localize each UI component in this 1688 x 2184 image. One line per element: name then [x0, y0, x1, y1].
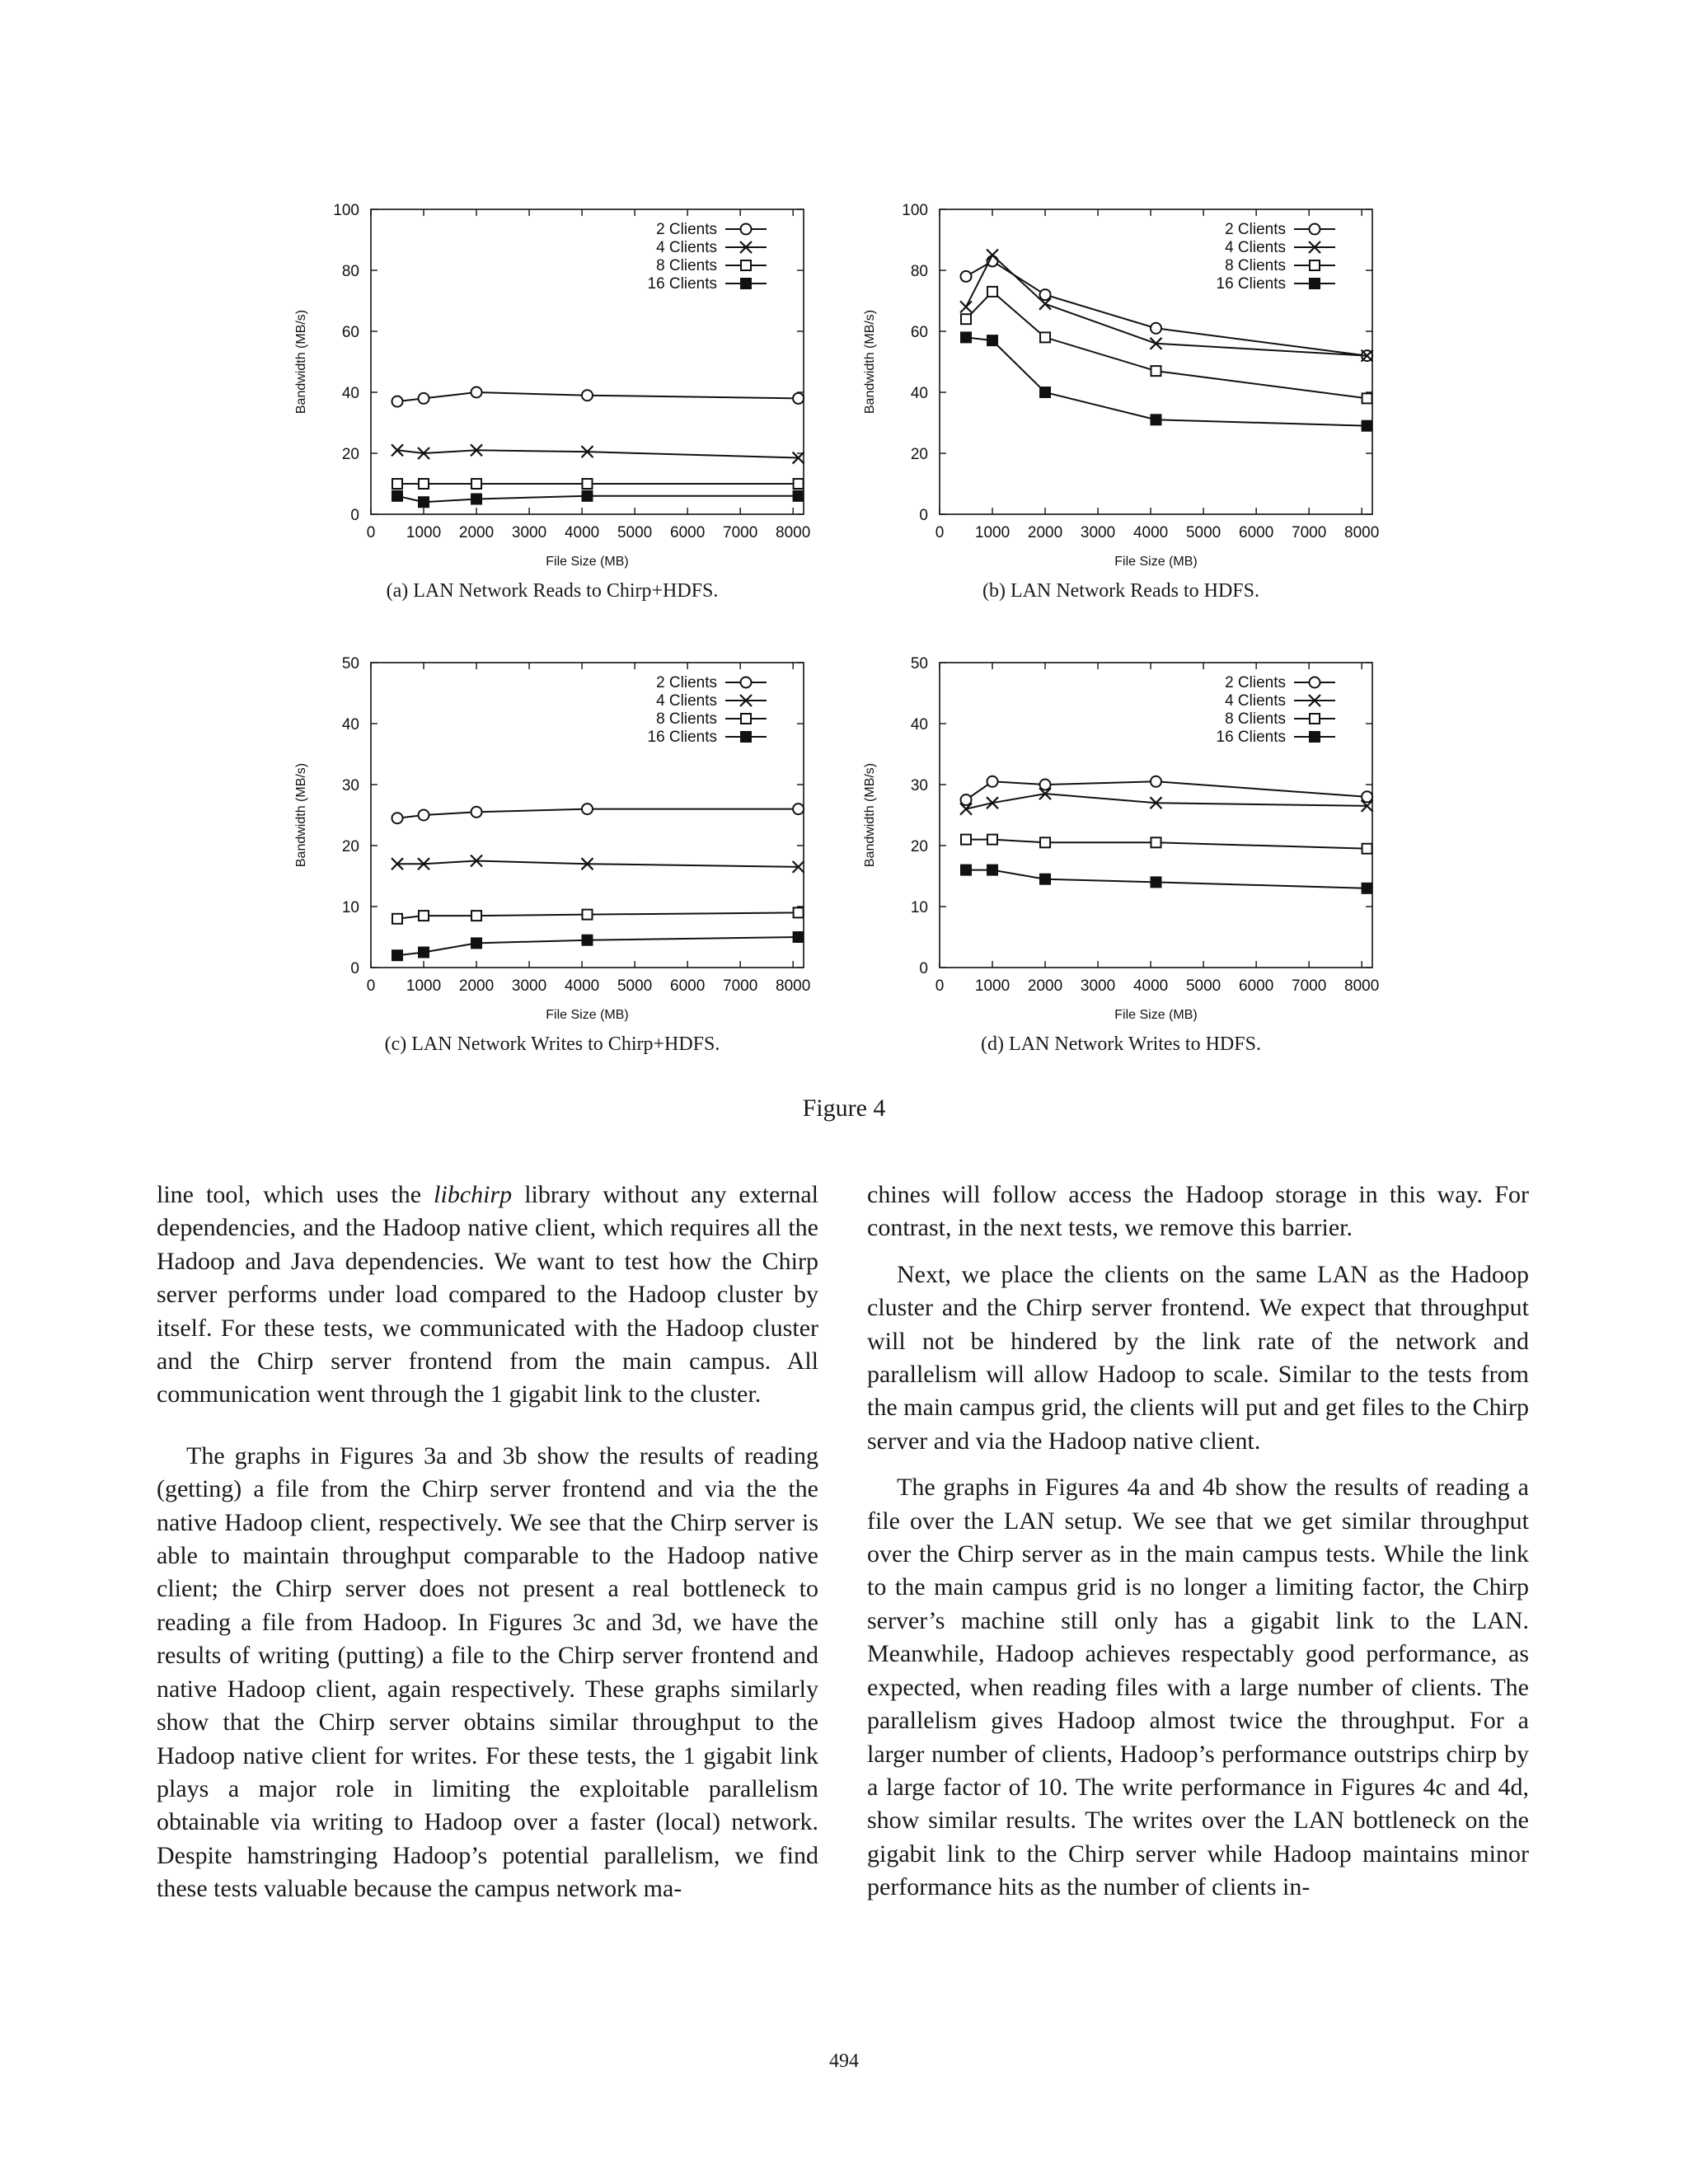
- legend-marker-circle: [741, 224, 752, 235]
- x-tick-label: 6000: [1239, 977, 1274, 995]
- y-tick-label: 0: [919, 960, 928, 977]
- data-point-circle: [419, 810, 429, 821]
- legend-label: 8 Clients: [656, 710, 717, 728]
- data-point-circle: [471, 807, 482, 818]
- data-point-square: [1362, 393, 1372, 403]
- data-point-circle: [471, 387, 482, 398]
- y-tick-label: 20: [341, 838, 359, 855]
- data-point-square: [961, 835, 971, 845]
- right-paragraph-3: The graphs in Figures 4a and 4b show the results of reading a file over the LAN setup. We see that we get similar throughput over the Chirp server as in the main campus tests. While the link to the main campus grid is no longer a limiting factor, the Chirp server’s machine still only has a gigabit link to the LAN. Meanwhile, Hadoop achieves respectably good performance, as expected, when reading files with a large number of clients. The parallelism gives Hadoop almost twice the throughput. For a larger number of clients, Hadoop’s performance outstrips chirp by a large factor of 10. The write performance in Figures 4c and 4d, show similar results. The writes over the LAN bottleneck on the gigabit link to the Chirp server while Hadoop maintains minor performance hits as the number of clients in-: [867, 1474, 1529, 1901]
- x-tick-label: 5000: [1185, 977, 1221, 995]
- data-point-square: [987, 287, 997, 297]
- series-line-square: [966, 292, 1367, 399]
- x-tick-label: 7000: [723, 977, 758, 995]
- y-tick-label: 20: [910, 838, 928, 855]
- chart-d: [849, 651, 1393, 1030]
- plot-frame: [371, 209, 804, 514]
- data-point-x: [960, 301, 972, 312]
- data-point-square: [1362, 844, 1372, 854]
- legend-label: 16 Clients: [1216, 729, 1286, 746]
- legend-label: 16 Clients: [1216, 275, 1286, 293]
- data-point-filled-square: [1040, 387, 1051, 398]
- y-axis-label: Bandwidth (MB/s): [863, 309, 877, 415]
- data-point-filled-square: [1151, 877, 1161, 888]
- caption-c: (c) LAN Network Writes to Chirp+HDFS.: [384, 1033, 720, 1055]
- series-line-filled-square: [966, 870, 1367, 888]
- data-point-square: [1040, 837, 1050, 847]
- x-tick-label: 8000: [776, 524, 811, 541]
- legend-label: 16 Clients: [647, 275, 717, 293]
- data-point-circle: [1040, 289, 1051, 300]
- legend-marker-square: [741, 260, 751, 270]
- x-tick-label: 3000: [511, 524, 547, 541]
- data-point-square: [1040, 332, 1050, 342]
- data-point-square: [1151, 837, 1161, 847]
- legend-label: 16 Clients: [647, 729, 717, 746]
- y-axis-label: Bandwidth (MB/s): [294, 309, 308, 415]
- legend-marker-square: [1310, 260, 1320, 270]
- legend-label: 4 Clients: [656, 239, 717, 256]
- data-point-circle: [1362, 791, 1372, 802]
- series-line-square: [397, 912, 799, 918]
- data-point-filled-square: [1151, 415, 1161, 425]
- series-line-circle: [966, 261, 1367, 356]
- y-tick-label: 50: [341, 655, 359, 673]
- data-point-circle: [582, 804, 593, 814]
- legend-marker-circle: [1310, 677, 1320, 688]
- data-point-square: [794, 479, 804, 489]
- legend-marker-filled-square: [741, 732, 752, 743]
- chart-b: [849, 198, 1393, 577]
- y-tick-label: 20: [910, 446, 928, 463]
- legend-label: 2 Clients: [1225, 221, 1286, 238]
- series-line-x: [966, 255, 1367, 356]
- data-point-square: [419, 911, 429, 921]
- y-tick-label: 10: [910, 899, 928, 916]
- x-tick-label: 5000: [617, 977, 653, 995]
- x-tick-label: 2000: [1027, 524, 1063, 541]
- x-axis-label: File Size (MB): [546, 555, 629, 569]
- data-point-circle: [793, 804, 804, 814]
- series-line-filled-square: [397, 496, 799, 502]
- data-point-filled-square: [419, 947, 429, 958]
- legend-label: 4 Clients: [656, 692, 717, 710]
- data-point-filled-square: [1362, 883, 1372, 893]
- x-tick-label: 2000: [458, 524, 495, 541]
- data-point-square: [419, 479, 429, 489]
- x-axis-label: File Size (MB): [546, 1008, 629, 1022]
- right-column: [867, 1179, 1529, 1905]
- y-tick-label: 30: [910, 777, 928, 794]
- x-tick-label: 5000: [617, 524, 653, 541]
- series-line-x: [966, 794, 1367, 809]
- data-point-circle: [392, 813, 403, 823]
- x-tick-label: 0: [366, 977, 376, 995]
- x-tick-label: 4000: [564, 977, 600, 995]
- x-tick-label: 1000: [406, 524, 442, 541]
- legend-marker-filled-square: [1310, 279, 1320, 289]
- data-point-filled-square: [471, 938, 482, 949]
- caption-a: (a) LAN Network Reads to Chirp+HDFS.: [386, 580, 719, 602]
- legend-label: 8 Clients: [656, 257, 717, 274]
- left-column: [157, 1179, 818, 1906]
- legend-label: 2 Clients: [1225, 674, 1286, 691]
- series-line-filled-square: [397, 937, 799, 955]
- legend-label: 2 Clients: [656, 674, 717, 691]
- right-paragraph-2: Next, we place the clients on the same LAN as the Hadoop cluster and the Chirp server frontend. We expect that throughput will not be hindered by the link rate of the network and parallelism will allow Hadoop to scale. Similar to the tests from the main campus grid, the clients will put and get files to the Chirp server and via the Hadoop native client.: [867, 1260, 1529, 1455]
- x-tick-label: 0: [935, 977, 945, 995]
- data-point-filled-square: [392, 950, 403, 961]
- x-tick-label: 2000: [458, 977, 495, 995]
- series-line-x: [397, 861, 799, 867]
- x-tick-label: 4000: [1132, 524, 1169, 541]
- data-point-circle: [793, 393, 804, 404]
- y-tick-label: 40: [910, 385, 928, 402]
- legend-label: 4 Clients: [1225, 692, 1286, 710]
- x-axis-label: File Size (MB): [1114, 555, 1198, 569]
- data-point-square: [583, 910, 593, 920]
- x-tick-label: 0: [935, 524, 945, 541]
- y-tick-label: 100: [333, 202, 359, 219]
- data-point-filled-square: [987, 865, 998, 875]
- data-point-square: [987, 835, 997, 845]
- legend-label: 8 Clients: [1225, 710, 1286, 728]
- x-tick-label: 4000: [1132, 977, 1169, 995]
- left-p1-b: library without any external dependencies, and the Hadoop native client, which requires all the Hadoop and Java dependencies. We want to test how the Chirp server performs under load compared to the Hadoop cluster by itself. For these tests, we communicated with the Hadoop cluster and the Chirp server frontend from the main campus. All communication went through the 1 gigabit link to the cluster.: [157, 1181, 818, 1408]
- data-point-circle: [419, 393, 429, 404]
- data-point-filled-square: [582, 935, 593, 945]
- y-tick-label: 0: [350, 507, 359, 524]
- x-tick-label: 3000: [1080, 977, 1116, 995]
- data-point-square: [794, 907, 804, 917]
- x-tick-label: 1000: [406, 977, 442, 995]
- x-tick-label: 3000: [511, 977, 547, 995]
- x-tick-label: 6000: [1239, 524, 1274, 541]
- data-point-filled-square: [961, 865, 972, 875]
- x-tick-label: 7000: [1292, 524, 1327, 541]
- series-line-circle: [397, 392, 799, 401]
- data-point-filled-square: [793, 490, 804, 501]
- x-tick-label: 7000: [723, 524, 758, 541]
- data-point-circle: [392, 396, 403, 407]
- x-tick-label: 3000: [1080, 524, 1116, 541]
- x-tick-label: 2000: [1027, 977, 1063, 995]
- data-point-filled-square: [1040, 874, 1051, 884]
- chart-a: [280, 198, 824, 577]
- left-p1-em: libchirp: [434, 1181, 513, 1208]
- series-line-square: [966, 840, 1367, 849]
- right-paragraph-1: chines will follow access the Hadoop storage in this way. For contrast, in the next tests, we remove this barrier.: [867, 1181, 1529, 1242]
- y-tick-label: 80: [910, 263, 928, 280]
- figure-label: Figure 4: [802, 1094, 886, 1122]
- data-point-circle: [961, 794, 972, 805]
- y-tick-label: 20: [341, 446, 359, 463]
- data-point-filled-square: [1362, 420, 1372, 431]
- x-tick-label: 0: [366, 524, 376, 541]
- legend-marker-square: [1310, 714, 1320, 724]
- x-tick-label: 8000: [776, 977, 811, 995]
- legend-marker-square: [741, 714, 751, 724]
- data-point-circle: [961, 271, 972, 282]
- legend-label: 4 Clients: [1225, 239, 1286, 256]
- series-line-filled-square: [966, 337, 1367, 425]
- y-tick-label: 30: [341, 777, 359, 794]
- series-line-x: [397, 450, 799, 457]
- data-point-filled-square: [419, 497, 429, 508]
- data-point-filled-square: [961, 332, 972, 343]
- x-axis-label: File Size (MB): [1114, 1008, 1198, 1022]
- legend-marker-circle: [741, 677, 752, 688]
- y-tick-label: 0: [350, 960, 359, 977]
- data-point-filled-square: [987, 335, 998, 346]
- caption-b: (b) LAN Network Reads to HDFS.: [982, 580, 1259, 602]
- y-tick-label: 0: [919, 507, 928, 524]
- plot-frame: [940, 663, 1372, 968]
- data-point-circle: [1040, 780, 1051, 790]
- data-point-filled-square: [471, 494, 482, 504]
- data-point-square: [392, 914, 402, 924]
- legend-marker-filled-square: [741, 279, 752, 289]
- x-tick-label: 6000: [670, 977, 706, 995]
- data-point-square: [392, 479, 402, 489]
- chart-a-plot: [280, 198, 824, 577]
- y-tick-label: 100: [902, 202, 928, 219]
- plot-frame: [940, 209, 1372, 514]
- y-tick-label: 10: [341, 899, 359, 916]
- x-tick-label: 8000: [1344, 524, 1380, 541]
- chart-b-plot: [849, 198, 1393, 577]
- y-tick-label: 40: [341, 385, 359, 402]
- x-tick-label: 6000: [670, 524, 706, 541]
- x-tick-label: 4000: [564, 524, 600, 541]
- y-tick-label: 60: [341, 324, 359, 341]
- x-tick-label: 1000: [974, 977, 1010, 995]
- x-tick-label: 5000: [1185, 524, 1221, 541]
- x-tick-label: 7000: [1292, 977, 1327, 995]
- chart-c: [280, 651, 824, 1030]
- data-point-filled-square: [793, 932, 804, 943]
- y-tick-label: 60: [910, 324, 928, 341]
- data-point-circle: [1151, 323, 1161, 334]
- y-tick-label: 80: [341, 263, 359, 280]
- series-line-circle: [397, 809, 799, 818]
- data-point-circle: [1151, 776, 1161, 787]
- y-axis-label: Bandwidth (MB/s): [294, 762, 308, 868]
- y-axis-label: Bandwidth (MB/s): [863, 762, 877, 868]
- x-tick-label: 8000: [1344, 977, 1380, 995]
- y-tick-label: 40: [910, 716, 928, 733]
- left-paragraph-1: [157, 1179, 818, 1412]
- left-p1-a: line tool, which uses the: [157, 1181, 434, 1208]
- data-point-filled-square: [582, 490, 593, 501]
- x-tick-label: 1000: [974, 524, 1010, 541]
- legend-label: 8 Clients: [1225, 257, 1286, 274]
- legend-label: 2 Clients: [656, 221, 717, 238]
- left-paragraph-2: The graphs in Figures 3a and 3b show the results of reading (getting) a file from the Chirp server frontend and via the the native Hadoop client, respectively. We see that the Chirp server is able to maintain throughput comparable to the Hadoop native client; the Chirp server does not present a real bottleneck to reading a file from Hadoop. In Figures 3c and 3d, we have the results of writing (putting) a file to the Chirp server frontend and native Hadoop client, again respectively. These graphs similarly show that the Chirp server obtains similar throughput to the Hadoop native client for writes. For these tests, the 1 gigabit link plays a major role in limiting the exploitable parallelism obtainable via writing to Hadoop over a faster (local) network. Despite hamstringing Hadoop’s potential parallelism, we find these tests valuable because the campus network ma-: [157, 1441, 818, 1903]
- legend-marker-circle: [1310, 224, 1320, 235]
- data-point-square: [471, 479, 481, 489]
- data-point-circle: [582, 390, 593, 401]
- chart-d-plot: [849, 651, 1393, 1030]
- data-point-square: [471, 911, 481, 921]
- data-point-filled-square: [392, 490, 403, 501]
- chart-c-plot: [280, 651, 824, 1030]
- caption-d: (d) LAN Network Writes to HDFS.: [981, 1033, 1261, 1055]
- data-point-square: [1151, 366, 1161, 376]
- legend-marker-filled-square: [1310, 732, 1320, 743]
- y-tick-label: 50: [910, 655, 928, 673]
- y-tick-label: 40: [341, 716, 359, 733]
- page-number: 494: [829, 2050, 859, 2072]
- data-point-square: [583, 479, 593, 489]
- data-point-square: [961, 314, 971, 324]
- data-point-circle: [987, 776, 998, 787]
